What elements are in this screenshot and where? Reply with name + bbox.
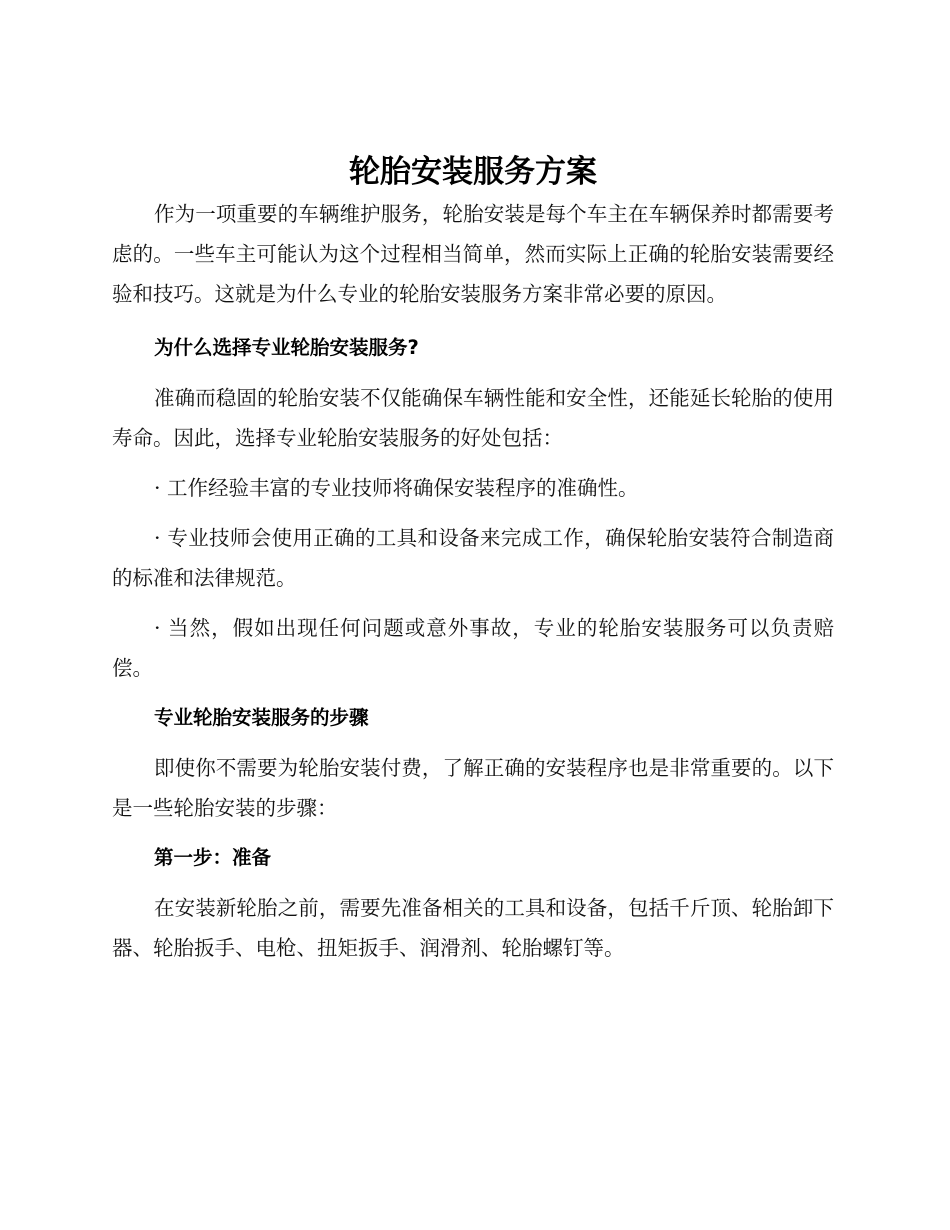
document-page [112,150,834,968]
section-heading-steps: 专业轮胎安装服务的步骤 [154,706,369,729]
intro-paragraph: 作为一项重要的车辆维护服务，轮胎安装是每个车主在车辆保养时都需要考虑的。一些车主可能认为这个过程相当简单，然而实际上正确的轮胎安装需要经验和技巧。这就是为什么专业的轮胎安装服务方案非常必要的原因。 [112,202,834,306]
step-heading-prepare: 第一步：准备 [154,846,272,869]
bullet-item-1: · 工作经验丰富的专业技师将确保安装程序的准确性。 [154,476,639,500]
section-paragraph-steps: 即使你不需要为轮胎安装付费，了解正确的安装程序也是非常重要的。以下是一些轮胎安装的步骤： [112,756,834,820]
document-title: 轮胎安装服务方案 [349,154,597,190]
bullet-item-3: · 当然，假如出现任何问题或意外事故，专业的轮胎安装服务可以负责赔偿。 [112,616,834,680]
section-heading-why-choose: 为什么选择专业轮胎安装服务? [154,336,419,359]
section-paragraph-benefits: 准确而稳固的轮胎安装不仅能确保车辆性能和安全性，还能延长轮胎的使用寿命。因此，选择专业轮胎安装服务的好处包括： [112,386,834,450]
bullet-item-2: · 专业技师会使用正确的工具和设备来完成工作，确保轮胎安装符合制造商的标准和法律规范。 [112,526,834,590]
step-paragraph-prepare: 在安装新轮胎之前，需要先准备相关的工具和设备，包括千斤顶、轮胎卸下器、轮胎扳手、电枪、扭矩扳手、润滑剂、轮胎螺钉等。 [112,896,834,960]
